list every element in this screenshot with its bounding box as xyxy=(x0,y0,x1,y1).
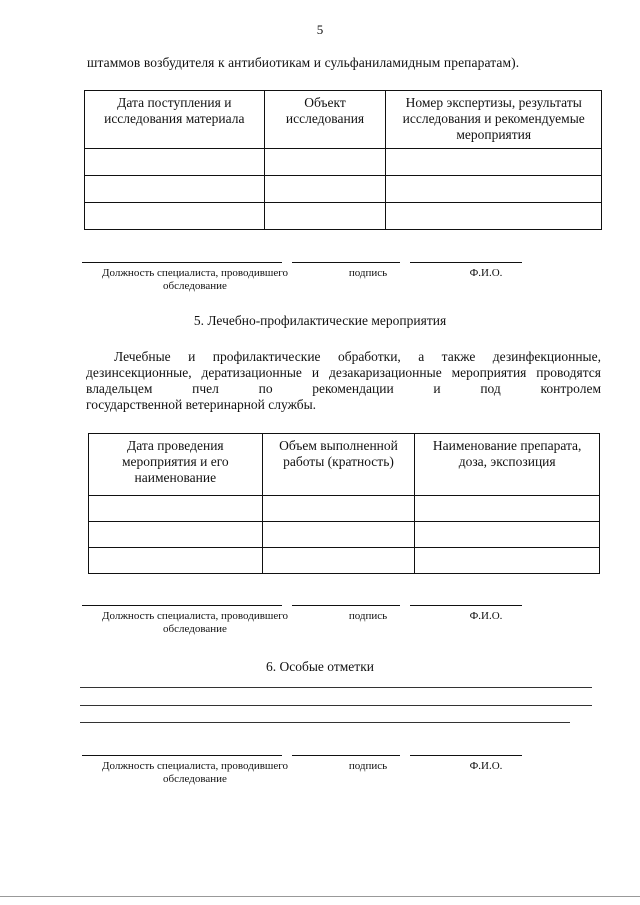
signature-label: подпись xyxy=(348,610,388,622)
position-signature-line[interactable] xyxy=(82,605,282,606)
table-cell[interactable] xyxy=(386,203,602,230)
table-cell[interactable] xyxy=(386,149,602,176)
column-header: Объем выполненной работы (кратность) xyxy=(262,434,415,496)
table-row xyxy=(85,203,602,230)
position-label: Должность специалиста, проводившего обследование xyxy=(101,610,288,635)
table-row xyxy=(89,496,600,522)
fio-label: Ф.И.О. xyxy=(469,610,503,622)
table-cell[interactable] xyxy=(415,522,600,548)
table-row xyxy=(85,149,602,176)
position-signature-line[interactable] xyxy=(82,262,282,263)
fio-signature-line[interactable] xyxy=(410,755,522,756)
notes-line[interactable] xyxy=(80,722,570,723)
fio-signature-line[interactable] xyxy=(410,262,522,263)
section-5-paragraph xyxy=(86,349,601,413)
fio-label: Ф.И.О. xyxy=(469,267,503,279)
signature-line[interactable] xyxy=(292,262,400,263)
signature-line[interactable] xyxy=(292,605,400,606)
page-number: 5 xyxy=(316,22,324,37)
table-cell[interactable] xyxy=(415,548,600,574)
position-signature-line[interactable] xyxy=(82,755,282,756)
lab-results-table xyxy=(84,90,602,230)
table-row xyxy=(89,548,600,574)
position-label: Должность специалиста, проводившего обследование xyxy=(101,760,288,785)
table-cell[interactable] xyxy=(85,176,265,203)
fio-label: Ф.И.О. xyxy=(469,760,503,772)
column-header: Объект исследования xyxy=(264,91,386,149)
fio-signature-line[interactable] xyxy=(410,605,522,606)
table-cell[interactable] xyxy=(262,548,415,574)
signature-line[interactable] xyxy=(292,755,400,756)
section-5-title: 5. Лечебно-профилактические мероприятия xyxy=(193,313,447,328)
position-label: Должность специалиста, проводившего обследование xyxy=(101,267,288,292)
table-cell[interactable] xyxy=(89,522,263,548)
column-header: Наименование препарата, доза, экспозиция xyxy=(415,434,600,496)
table-cell[interactable] xyxy=(89,548,263,574)
table-cell[interactable] xyxy=(264,149,386,176)
signature-block xyxy=(0,755,640,795)
signature-block xyxy=(0,605,640,645)
table-cell[interactable] xyxy=(262,522,415,548)
table-row xyxy=(89,522,600,548)
signature-block xyxy=(0,262,640,302)
notes-line[interactable] xyxy=(80,705,592,706)
table-header-row xyxy=(85,91,602,149)
table-cell[interactable] xyxy=(415,496,600,522)
paragraph-last-line: государственной ветеринарной службы. xyxy=(86,397,317,412)
treatment-table xyxy=(88,433,600,574)
notes-line[interactable] xyxy=(80,687,592,688)
signature-label: подпись xyxy=(348,267,388,279)
table-cell[interactable] xyxy=(89,496,263,522)
section-6-title: 6. Особые отметки xyxy=(266,659,374,674)
column-header: Дата поступления и исследования материала xyxy=(85,91,265,149)
table-cell[interactable] xyxy=(386,176,602,203)
page-bottom-rule xyxy=(0,896,640,897)
column-header: Дата проведения мероприятия и его наименование xyxy=(89,434,263,496)
table-row xyxy=(85,176,602,203)
table-cell[interactable] xyxy=(85,149,265,176)
paragraph-main-text: Лечебные и профилактические обработки, а также дезинфекционные, дезинсекционные, дератизационные и дезакаризационные мероприятия проводятся владельцем пчел по рекомендации и под контролем xyxy=(86,349,601,396)
table-header-row xyxy=(89,434,600,496)
signature-label: подпись xyxy=(348,760,388,772)
table-cell[interactable] xyxy=(85,203,265,230)
table-cell[interactable] xyxy=(264,176,386,203)
intro-text: штаммов возбудителя к антибиотикам и сульфаниламидным препаратам). xyxy=(87,55,520,70)
column-header: Номер экспертизы, результаты исследования и рекомендуемые мероприятия xyxy=(386,91,602,149)
table-cell[interactable] xyxy=(262,496,415,522)
table-cell[interactable] xyxy=(264,203,386,230)
